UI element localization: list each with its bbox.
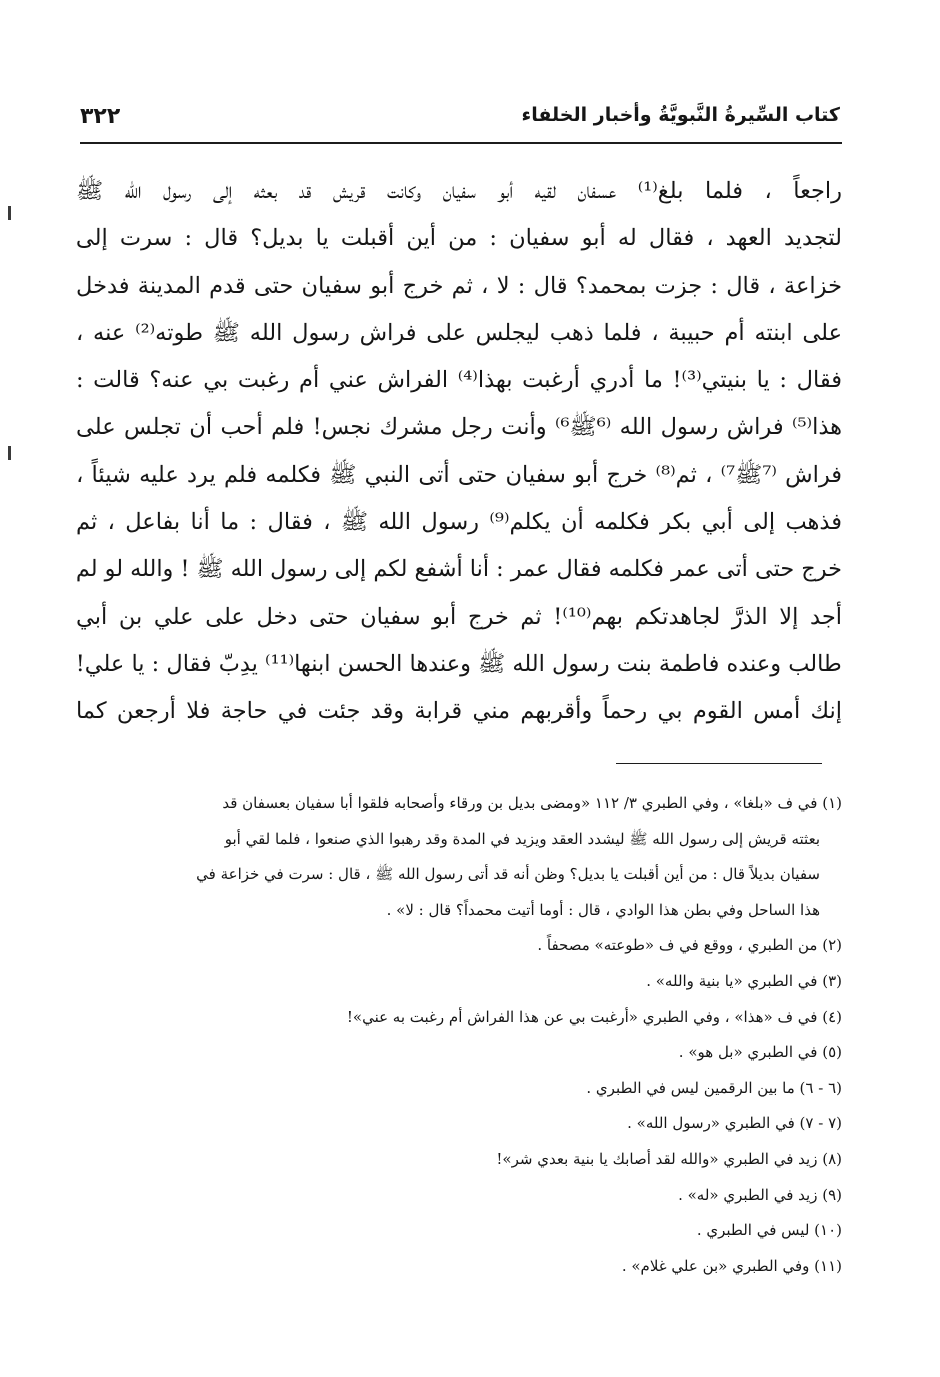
book-title: كتاب السِّيرةُ النَّبويَّةُ وأخبار الخلفاء	[521, 104, 840, 126]
footnote-continuation: بعثته قريش إلى رسول الله ﷺ ليشدد العقد ويزيد في المدة وقد رهبوا الذي صنعوا ، فلما لقي أبو	[224, 829, 820, 848]
text-line: إنك أمس القوم بي رحماً وأقربهم مني قرابة وقد جئت في حاجة فلا أرجعن كما	[76, 698, 842, 725]
text-line: طالب وعنده فاطمة بنت رسول الله ﷺ وعندها الحسن ابنها⁽¹¹⁾ يدِبّ فقال : يا علي!	[76, 650, 842, 677]
footnote: (٤) في ف «هذا» ، وفي الطبري «أرغبت بي عن هذا الفراش أم رغبت به عني»!	[346, 1007, 842, 1026]
footnote: (٢) من الطبري ، ووقع في ف «طوعته» مصحفاً .	[537, 936, 842, 955]
text-line: راجعاً ، فلما بلغ⁽¹⁾ عسفان لقيه أبو سفيان وكانت قريش قد بعثه إلى رسول الله ﷺ	[76, 178, 842, 204]
text-line: هذا⁽⁵⁾ فراش رسول الله ⁽⁶ﷺ⁶⁾ وأنت رجل مشرك نجس! فلم أحب أن تجلس على	[76, 414, 842, 441]
running-header	[80, 96, 840, 136]
margin-scan-mark	[8, 446, 11, 460]
footnote: (١) في ف «بلغا» ، وفي الطبري ٣/ ١١٢ «ومضى بديل بن ورقاء وأصحابه فلقوا أبا سفيان بعسفان قد	[222, 794, 842, 812]
text-line: فراش ⁽⁷ﷺ⁷⁾ ، ثم⁽⁸⁾ خرج أبو سفيان حتى أتى النبي ﷺ فكلمه فلم يرد عليه شيئاً ،	[76, 461, 842, 488]
main-text-block	[76, 168, 842, 736]
footnotes-block	[70, 786, 842, 1284]
margin-scan-mark	[8, 206, 11, 220]
footnote: (٨) زيد في الطبري «والله لقد أصابك يا بنية بعدي شر»!	[496, 1149, 842, 1168]
footnote-divider	[616, 763, 822, 764]
text-line: فقال : يا بنيتي⁽³⁾! ما أدري أرغبت بهذا⁽⁴⁾ الفراش عني أم رغبت بي عنه؟ قالت :	[76, 367, 842, 394]
footnote: (٧ - ٧) في الطبري «رسول الله» .	[627, 1114, 842, 1133]
text-line: على ابنته أم حبيبة ، فلما ذهب ليجلس على فراش رسول الله ﷺ طوته⁽²⁾ عنه ،	[76, 319, 842, 346]
text-line: لتجديد العهد ، فقال له أبو سفيان : من أين أقبلت يا بديل؟ قال : سرت إلى	[76, 225, 842, 252]
footnote: (٦ - ٦) ما بين الرقمين ليس في الطبري .	[586, 1078, 842, 1097]
text-line: خزاعة ، قال : جزت بمحمد؟ قال : لا ، ثم خرج أبو سفيان حتى قدم المدينة فدخل	[76, 272, 842, 299]
text-line: خرج حتى أتى عمر فكلمه فقال عمر : أنا أشفع لكم إلى رسول الله ﷺ ! والله لو لم	[76, 556, 842, 583]
footnote: (٣) في الطبري «يا بنية والله» .	[646, 971, 842, 990]
footnote-continuation: هذا الساحل وفي بطن هذا الوادي ، قال : أوما أتيت محمداً؟ قال : لا» .	[386, 900, 820, 919]
footnote: (١٠) ليس في الطبري .	[696, 1221, 842, 1240]
footnote: (٩) زيد في الطبري «له» .	[678, 1185, 842, 1204]
text-line: أجد إلا الذرَّ لجاهدتكم بهم⁽¹⁰⁾! ثم خرج أبو سفيان حتى دخل على علي بن أبي	[76, 603, 842, 630]
header-divider	[80, 142, 842, 144]
footnote-continuation: سفيان بديلاً قال : من أين أقبلت يا بديل؟ وظن أنه قد أتى رسول الله ﷺ ، قال : سرت في خزاعة في	[196, 865, 820, 884]
footnote: (١١) وفي الطبري «بن علي غلام» .	[621, 1256, 842, 1275]
footnote: (٥) في الطبري «بل هو» .	[678, 1043, 842, 1062]
text-line: فذهب إلى أبي بكر فكلمه أن يكلم⁽⁹⁾ رسول الله ﷺ ، فقال : ما أنا بفاعل ، ثم	[76, 509, 842, 536]
page-number: ٣٢٢	[80, 104, 121, 129]
